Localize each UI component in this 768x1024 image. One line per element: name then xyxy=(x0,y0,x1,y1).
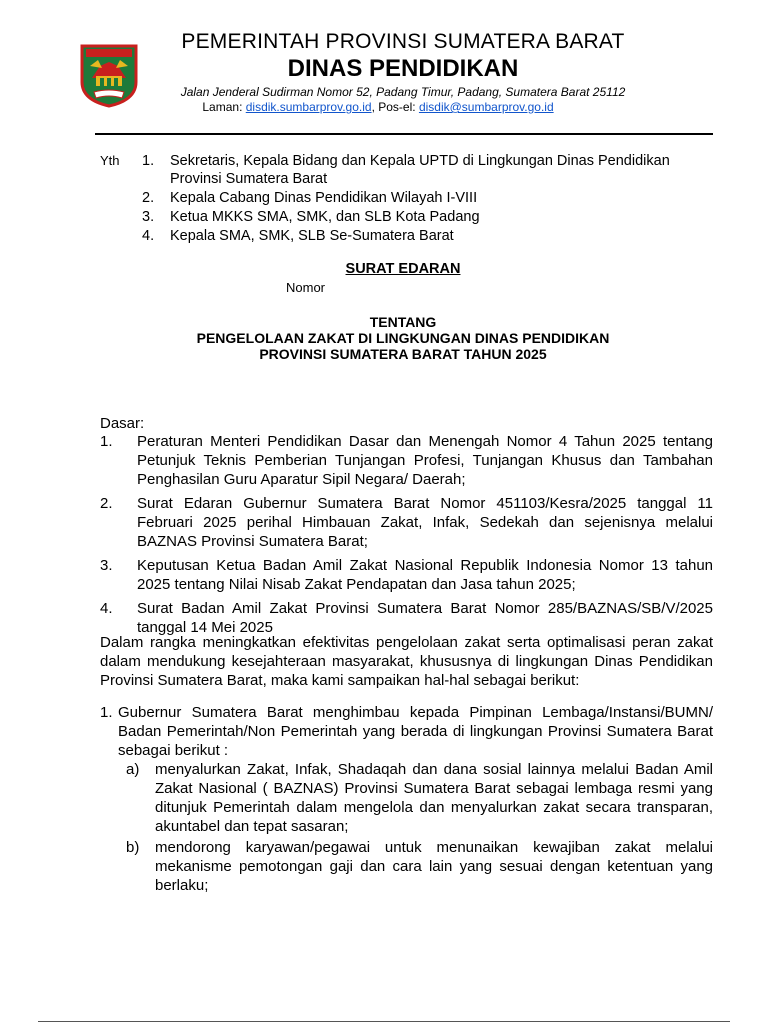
list-item xyxy=(100,556,713,594)
web-label: Laman: xyxy=(202,100,246,114)
list-item xyxy=(142,227,722,245)
circular-title: SURAT EDARAN xyxy=(345,261,461,277)
item-text: Kepala SMA, SMK, SLB Se-Sumatera Barat xyxy=(170,228,454,244)
list-item xyxy=(142,208,722,226)
list-item xyxy=(100,432,713,489)
page-bottom-edge xyxy=(38,1021,730,1022)
email-link[interactable]: disdik@sumbarprov.go.id xyxy=(418,100,554,114)
addressee-list xyxy=(142,152,722,246)
item-text: mendorong karyawan/pegawai untuk menunaikan kewajiban zakat melalui mekanisme pemotongan gaji dan cara lain yang sesuai dengan ketentuan yang berlaku; xyxy=(155,839,713,894)
item-number: 1. xyxy=(100,704,113,721)
list-item xyxy=(126,838,713,895)
item-number: 4. xyxy=(100,600,113,617)
subject-line: PROVINSI SUMATERA BARAT TAHUN 2025 xyxy=(259,346,547,362)
list-item xyxy=(100,494,713,551)
contact-line xyxy=(0,100,756,114)
subject-line: PENGELOLAAN ZAKAT DI LINGKUNGAN DINAS PENDIDIKAN xyxy=(196,330,610,346)
item-letter: a) xyxy=(126,761,140,778)
addressee-label: Yth xyxy=(100,153,120,168)
subject-line: TENTANG xyxy=(369,314,437,330)
sub-list xyxy=(126,760,713,895)
government-name: PEMERINTAH PROVINSI SUMATERA BARAT xyxy=(181,30,625,53)
email-label: , Pos-el: xyxy=(371,100,419,114)
item-text: Peraturan Menteri Pendidikan Dasar dan Menengah Nomor 4 Tahun 2025 tentang Petunjuk Teknis Pemberian Tunjangan Profesi, Tunjangan Khusus dan Tambahan Penghasilan Guru Aparatur Sipil Negara/ Daerah; xyxy=(137,433,713,488)
item-text: Kepala Cabang Dinas Pendidikan Wilayah I-VIII xyxy=(170,190,478,206)
point-one xyxy=(100,703,713,897)
list-item xyxy=(142,189,722,207)
agency-name: DINAS PENDIDIKAN xyxy=(287,55,519,82)
circular-number-label: Nomor xyxy=(286,280,326,295)
basis-label: Dasar: xyxy=(100,415,145,432)
letterhead-divider xyxy=(95,133,713,135)
basis-list xyxy=(100,432,713,642)
item-number: 3. xyxy=(142,209,155,225)
item-number: 1. xyxy=(142,153,155,169)
item-number: 2. xyxy=(142,190,155,206)
intro-paragraph: Dalam rangka meningkatkan efektivitas pengelolaan zakat serta optimalisasi peran zakat dalam mendukung kesejahteraan masyarakat, khususnya di lingkungan Dinas Pendidikan Provinsi Sumatera Barat, maka kami sampaikan hal-hal sebagai berikut: xyxy=(100,634,713,689)
point-one-row xyxy=(100,703,713,760)
item-text: Sekretaris, Kepala Bidang dan Kepala UPTD di Lingkungan Dinas Pendidikan Provinsi Sumatera Barat xyxy=(170,153,670,187)
item-text: Gubernur Sumatera Barat menghimbau kepada Pimpinan Lembaga/Instansi/BUMN/ Badan Pemerintah/Non Pemerintah yang berada di lingkungan Provinsi Sumatera Barat sebagai berikut : xyxy=(118,704,713,759)
list-item xyxy=(142,152,722,188)
item-text: Keputusan Ketua Badan Amil Zakat Nasional Republik Indonesia Nomor 13 tahun 2025 tentang Nilai Nisab Zakat Pendapatan dan Jasa tahun 2025; xyxy=(137,557,713,593)
item-number: 3. xyxy=(100,557,113,574)
circular-subject xyxy=(0,314,768,362)
list-item xyxy=(126,760,713,836)
agency-address: Jalan Jenderal Sudirman Nomor 52, Padang Timur, Padang, Sumatera Barat 25112 xyxy=(180,85,626,99)
item-number: 1. xyxy=(100,433,113,450)
item-number: 4. xyxy=(142,228,155,244)
item-number: 2. xyxy=(100,495,113,512)
list-item xyxy=(100,599,713,637)
item-text: Surat Edaran Gubernur Sumatera Barat Nomor 451103/Kesra/2025 tanggal 11 Februari 2025 perihal Himbauan Zakat, Infak, Sedekah dan sejenisnya melalui BAZNAS Provinsi Sumatera Barat; xyxy=(137,495,713,550)
item-letter: b) xyxy=(126,839,140,856)
item-text: Ketua MKKS SMA, SMK, dan SLB Kota Padang xyxy=(170,209,480,225)
item-text: menyalurkan Zakat, Infak, Shadaqah dan dana sosial lainnya melalui Badan Amil Zakat Nasional ( BAZNAS) Provinsi Sumatera Barat sebagai lembaga resmi yang ditunjuk Pemerintah dalam mengelola dan menyalurkan zakat secara transparan, akuntabel dan tepat sasaran; xyxy=(155,761,713,835)
website-link[interactable]: disdik.sumbarprov.go.id xyxy=(245,100,372,114)
item-text: Surat Badan Amil Zakat Provinsi Sumatera Barat Nomor 285/BAZNAS/SB/V/2025 tanggal 14 Mei 2025 xyxy=(137,600,713,636)
